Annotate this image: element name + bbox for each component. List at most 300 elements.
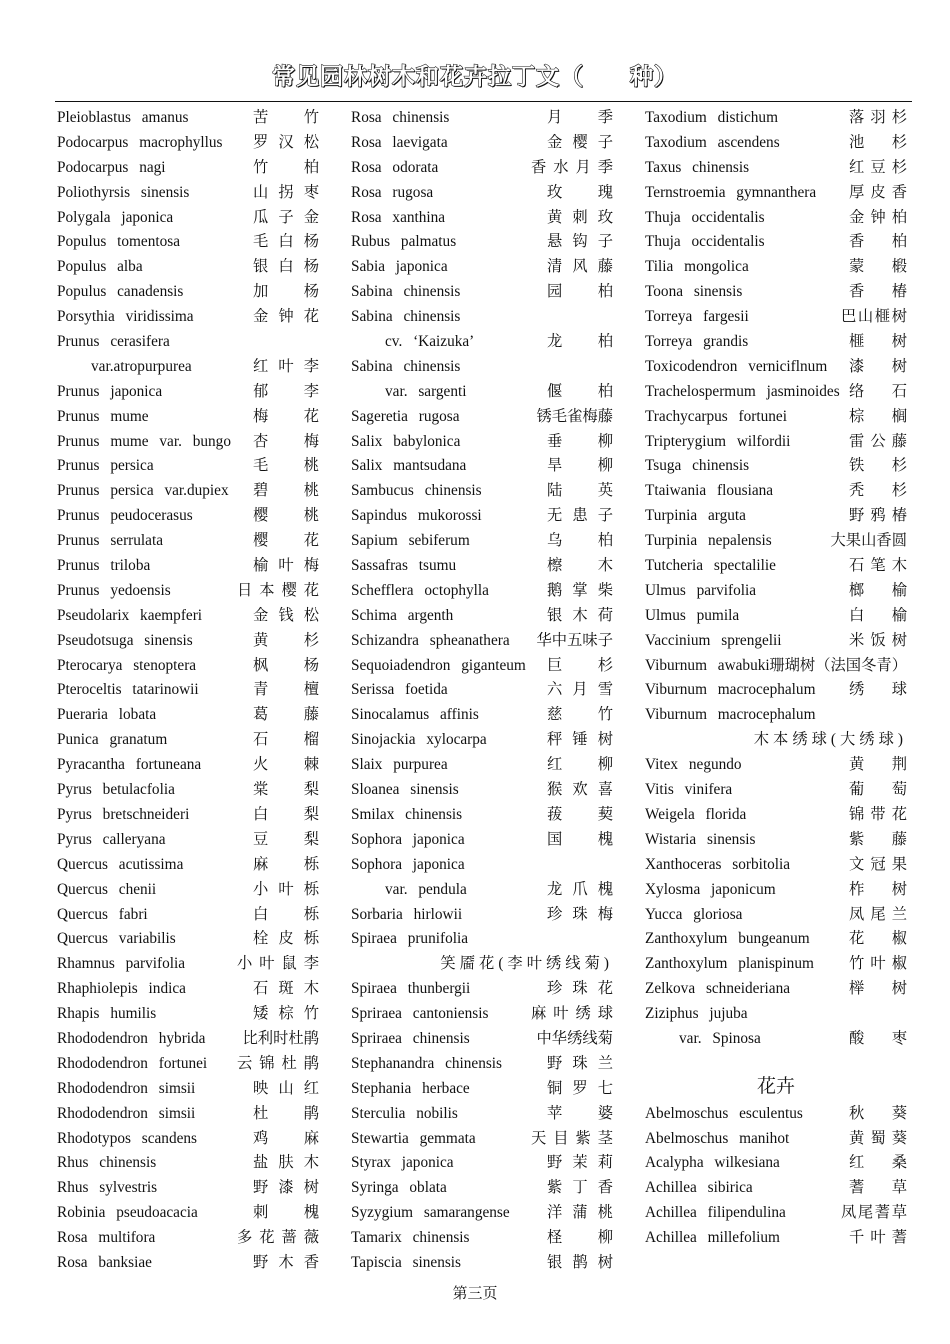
species-row [57,1201,319,1226]
latin-name: Spiraea thunbergii [351,980,471,998]
species-row [645,405,907,430]
species-row [57,878,319,903]
species-row [57,554,319,579]
species-row [645,1226,907,1251]
latin-name: Quercus fabri [57,905,148,923]
chinese-name: 野鸦椿 [849,507,907,525]
species-row [351,678,613,703]
species-row [57,703,319,728]
species-row [351,927,613,952]
species-row [645,927,907,952]
species-row [57,1027,319,1052]
latin-name: Quercus chenii [57,880,157,898]
latin-name: Achillea millefolium [645,1229,780,1247]
chinese-name: 麻叶绣球 [531,1005,613,1023]
latin-name: Prunus mume [57,407,149,425]
latin-name: Stewartia gemmata [351,1129,476,1147]
chinese-name: 国槐 [547,830,613,848]
species-row [57,206,319,231]
chinese-name: 黄荆 [849,756,907,774]
chinese-name: 毛白杨 [253,233,319,251]
latin-name: Pyrus bretschneideri [57,805,190,823]
latin-name: Stephania herbace [351,1079,470,1097]
species-row [57,604,319,629]
latin-name: Tapiscia sinensis [351,1253,462,1271]
chinese-name: 白榆 [849,606,907,624]
latin-name: Serissa foetida [351,681,448,699]
chinese-name: 漆树 [849,357,907,375]
chinese-name: 白栎 [253,905,319,923]
chinese-name: 龙爪槐 [547,880,613,898]
latin-name: Populus tomentosa [57,233,181,251]
chinese-name: 樱花 [253,532,319,550]
latin-name: Schefflera octophylla [351,581,489,599]
latin-name: Sageretia rugosa [351,407,460,425]
latin-name: Rosa odorata [351,158,439,176]
latin-name: Prunus cerasifera [57,333,170,351]
latin-name: Poliothyrsis sinensis [57,183,190,201]
latin-name: Pyracantha fortuneana [57,756,202,774]
latin-name: Rhus chinensis [57,1154,157,1172]
title-left: 常见园林树木和花卉拉丁文（ [272,64,584,90]
chinese-name: 银木荷 [547,606,613,624]
chinese-name: 金钟柏 [849,208,907,226]
chinese-name: 华中五味子 [536,631,613,649]
species-row [645,903,907,928]
species-row [645,728,907,753]
species-row [57,1002,319,1027]
chinese-name: 鸡麻 [253,1129,319,1147]
latin-name: Prunus mume var. bungo [57,432,231,450]
latin-name: Ulmus pumila [645,606,740,624]
latin-name: Prunus persica [57,457,154,475]
species-row [645,828,907,853]
latin-name: Sophora japonica [351,855,465,873]
species-row [351,629,613,654]
species-row [351,1102,613,1127]
latin-name: Spiraea prunifolia [351,930,469,948]
title-right: 种） [630,64,678,90]
latin-name: Tripterygium wilfordii [645,432,791,450]
latin-name: Podocarpus macrophyllus [57,133,223,151]
latin-name: Spriraea chinensis [351,1029,470,1047]
species-row [351,579,613,604]
latin-name: Pterocarya stenoptera [57,656,197,674]
latin-name: Weigela florida [645,805,747,823]
latin-name: Styrax japonica [351,1154,454,1172]
species-row [57,504,319,529]
latin-name: Prunus triloba [57,557,151,575]
latin-name: Pseudolarix kaempferi [57,606,203,624]
latin-name: Schima argenth [351,606,454,624]
species-row [351,1176,613,1201]
species-row [645,579,907,604]
latin-name: Ttaiwania flousiana [645,482,774,500]
latin-name: Toxicodendron verniciflnum [645,357,828,375]
latin-name: Pyrus calleryana [57,830,166,848]
species-row [645,280,907,305]
species-row [57,903,319,928]
chinese-name: 山拐枣 [253,183,319,201]
species-row [645,181,907,206]
latin-name: Sapindus mukorossi [351,507,482,525]
latin-name: Polygala japonica [57,208,174,226]
chinese-name-long: 木本绣球(大绣球) [753,731,907,749]
species-row [57,1226,319,1251]
species-row [351,405,613,430]
chinese-name: 紫丁香 [547,1179,613,1197]
chinese-name: 秤锤树 [547,731,613,749]
chinese-name: 苹婆 [547,1104,613,1122]
chinese-name: 玫瑰 [547,183,613,201]
species-row [351,280,613,305]
chinese-name: 竹柏 [253,158,319,176]
species-row [57,1102,319,1127]
chinese-name: 云锦杜鹃 [237,1054,319,1072]
species-row [645,380,907,405]
latin-name: Wistaria sinensis [645,830,756,848]
chinese-name: 旱柳 [547,457,613,475]
page-number: 第三页 [452,1286,498,1302]
chinese-name: 偃柏 [547,382,613,400]
species-row [57,430,319,455]
species-row [351,803,613,828]
latin-name: Sambucus chinensis [351,482,482,500]
latin-name: Trachycarpus fortunei [645,407,787,425]
chinese-name: 秃杉 [849,482,907,500]
latin-name: Rhapis humilis [57,1005,157,1023]
chinese-name: 红柳 [547,756,613,774]
chinese-name: 香水月季 [531,158,613,176]
chinese-name: 石榴 [253,731,319,749]
latin-name: Sinocalamus affinis [351,706,479,724]
species-row [645,654,907,679]
species-row [645,529,907,554]
chinese-name: 垂柳 [547,432,613,450]
species-row [645,131,907,156]
latin-name: Robinia pseudoacacia [57,1204,198,1222]
species-row [57,454,319,479]
chinese-name: 竹叶椒 [849,955,907,973]
species-row [351,828,613,853]
chinese-name: 珍珠花 [547,980,613,998]
species-row [645,1201,907,1226]
chinese-name: 锦带花 [849,805,907,823]
chinese-name: 金钱松 [253,606,319,624]
species-row [645,952,907,977]
species-row [57,629,319,654]
chinese-name: 石笔木 [849,557,907,575]
species-row [351,728,613,753]
species-row [645,803,907,828]
latin-name: Zanthoxylum planispinum [645,955,814,973]
chinese-name: 紫藤 [849,830,907,848]
chinese-name: 榉树 [849,980,907,998]
latin-name: Pteroceltis tatarinowii [57,681,199,699]
chinese-name: 白梨 [253,805,319,823]
chinese-name: 巨杉 [547,656,613,674]
species-row [351,1151,613,1176]
latin-name: Quercus acutissima [57,855,184,873]
species-row [57,977,319,1002]
species-row [351,131,613,156]
latin-name: Sabina chinensis [351,308,461,326]
latin-name: Pueraria lobata [57,706,157,724]
latin-name: Punica granatum [57,731,168,749]
latin-name: Tsuga chinensis [645,457,750,475]
chinese-name: 野珠兰 [547,1054,613,1072]
latin-name: Viburnum macrocephalum [645,681,816,699]
chinese-name: 酸枣 [849,1029,907,1047]
column-2 [351,106,613,1276]
chinese-name: 杜鹃 [253,1104,319,1122]
latin-name: Yucca gloriosa [645,905,743,923]
latin-name: Abelmoschus manihot [645,1129,790,1147]
latin-name: Slaix purpurea [351,756,448,774]
chinese-name: 棠梨 [253,781,319,799]
latin-name: Sapium sebiferum [351,532,470,550]
chinese-name: 猴欢喜 [547,781,613,799]
latin-name: Rosa chinensis [351,109,450,126]
chinese-name: 葛藤 [253,706,319,724]
latin-name: Xylosma japonicum [645,880,776,898]
latin-name: Sequoiadendron giganteum [351,656,526,674]
species-row [351,753,613,778]
latin-name: Stephanandra chinensis [351,1054,503,1072]
chinese-name: 石斑木 [253,980,319,998]
latin-name: Prunus yedoensis [57,581,171,599]
chinese-name: 火棘 [253,756,319,774]
species-row [645,430,907,455]
chinese-name: 日本樱花 [237,581,319,599]
species-row [645,206,907,231]
chinese-name: 清风藤 [547,258,613,276]
species-row [351,106,613,131]
species-row [645,305,907,330]
latin-name: Tamarix chinensis [351,1229,470,1247]
chinese-name: 榔榆 [849,581,907,599]
latin-name: Acalypha wilkesiana [645,1154,780,1172]
chinese-name: 秋葵 [849,1104,907,1122]
chinese-name: 杏梅 [253,432,319,450]
latin-name: Sabina chinensis [351,357,461,375]
chinese-name: 天目紫茎 [531,1129,613,1147]
species-row [645,1002,907,1027]
latin-name: Populus canadensis [57,283,184,301]
chinese-name: 香柏 [849,233,907,251]
latin-name: Torreya fargesii [645,308,749,326]
latin-name: var.atropurpurea [91,357,192,375]
species-row [57,579,319,604]
latin-name: Rhodotypos scandens [57,1129,197,1147]
chinese-name: 大果山香圆 [830,532,907,550]
species-row [57,405,319,430]
species-row [351,654,613,679]
latin-name: Rubus palmatus [351,233,457,251]
chinese-name: 加杨 [253,283,319,301]
chinese-name: 悬钩子 [547,233,613,251]
chinese-name: 多花蔷薇 [237,1229,319,1247]
latin-name: Smilax chinensis [351,805,463,823]
species-row [351,504,613,529]
chinese-name: 梅花 [253,407,319,425]
latin-name: Schizandra spheanathera [351,631,510,649]
chinese-name: 麻栎 [253,855,319,873]
chinese-name: 罗汉松 [253,133,319,151]
chinese-name: 慈竹 [547,706,613,724]
latin-name: Rosa laevigata [351,133,448,151]
chinese-name: 葡萄 [849,781,907,799]
chinese-name: 洋蒲桃 [547,1204,613,1222]
chinese-name: 豆梨 [253,830,319,848]
species-row [645,554,907,579]
latin-name: Thuja occidentalis [645,233,765,251]
species-row [351,1027,613,1052]
chinese-name: 榧树 [849,333,907,351]
species-row [351,430,613,455]
species-row [57,728,319,753]
chinese-name: 龙柏 [547,333,613,351]
chinese-name: 月季 [547,109,613,126]
chinese-name: 黄杉 [253,631,319,649]
latin-name: Ziziphus jujuba [645,1005,748,1023]
species-row [57,305,319,330]
species-row [645,106,907,131]
latin-name: Rhamnus parvifolia [57,955,186,973]
species-row [351,206,613,231]
chinese-name: 银白杨 [253,258,319,276]
section-heading: 花卉 [756,1074,795,1097]
latin-name: Prunus persica var.dupiex [57,482,229,500]
chinese-name: 小叶栎 [253,880,319,898]
latin-name: Pleioblastus amanus [57,109,189,126]
chinese-name: 柞树 [849,880,907,898]
species-row [57,255,319,280]
chinese-name: 园柏 [547,283,613,301]
chinese-name: 络石 [849,382,907,400]
species-row [351,604,613,629]
species-row [351,479,613,504]
latin-name: Sophora japonica [351,830,465,848]
chinese-name: 野木香 [253,1253,319,1271]
latin-name: Viburnum macrocephalum [645,706,816,724]
latin-name: cv. ‘Kaizuka’ [385,333,475,351]
species-row [57,952,319,977]
species-row [351,778,613,803]
chinese-name: 雷公藤 [849,432,907,450]
latin-name: Taxodium distichum [645,109,778,126]
latin-name: Sabina chinensis [351,283,461,301]
chinese-name: 檫木 [547,557,613,575]
chinese-name: 文冠果 [849,855,907,873]
species-row [351,554,613,579]
chinese-name: 银鹊树 [547,1253,613,1271]
species-row [351,255,613,280]
latin-name: Zanthoxylum bungeanum [645,930,810,948]
chinese-name: 鹅掌柴 [547,581,613,599]
latin-name: var. pendula [385,880,467,898]
latin-name: Achillea sibirica [645,1179,753,1197]
latin-name: Salix babylonica [351,432,461,450]
species-row [645,604,907,629]
chinese-name: 碧桃 [253,482,319,500]
species-row [351,330,613,355]
latin-name: Prunus serrulata [57,532,163,550]
latin-name: Rhododendron hybrida [57,1029,206,1047]
chinese-name: 铁杉 [849,457,907,475]
chinese-name: 金樱子 [547,133,613,151]
chinese-name: 棕榈 [849,407,907,425]
species-row [57,380,319,405]
latin-name: var. sargenti [385,382,467,400]
title-rule [55,101,912,102]
latin-name: Rhus sylvestris [57,1179,158,1197]
latin-name: Turpinia nepalensis [645,532,772,550]
species-row [57,106,319,131]
chinese-name: 珊瑚树（法国冬青） [769,656,907,674]
latin-name: Sinojackia xylocarpa [351,731,487,749]
chinese-name: 盐肤木 [253,1154,319,1172]
species-row [351,1002,613,1027]
species-row [57,828,319,853]
species-row [57,1251,319,1276]
chinese-name: 六月雪 [547,681,613,699]
latin-name: Ternstroemia gymnanthera [645,183,817,201]
chinese-name: 榆叶梅 [253,557,319,575]
latin-name: Pseudotsuga sinensis [57,631,193,649]
species-row [57,330,319,355]
species-row [351,977,613,1002]
latin-name: Vaccinium sprengelii [645,631,782,649]
latin-name: Sabia japonica [351,258,448,276]
species-row [351,305,613,330]
latin-name: Thuja occidentalis [645,208,765,226]
chinese-name: 金钟花 [253,308,319,326]
species-row [645,1102,907,1127]
species-row [351,156,613,181]
latin-name: Sassafras tsumu [351,557,457,575]
chinese-name: 栓皮栎 [253,930,319,948]
latin-name: Sterculia nobilis [351,1104,458,1122]
species-row [57,1127,319,1152]
latin-name: Vitis vinifera [645,781,733,799]
species-row [645,330,907,355]
species-row [57,181,319,206]
chinese-name: 瓜子金 [253,208,319,226]
latin-name: Rhododendron simsii [57,1079,196,1097]
chinese-name: 厚皮香 [849,183,907,201]
page-title [0,62,950,92]
chinese-name: 池杉 [849,133,907,151]
chinese-name: 苦竹 [253,109,319,126]
species-row [645,255,907,280]
species-row [351,1201,613,1226]
latin-name: Torreya grandis [645,333,749,351]
species-row [57,678,319,703]
species-row [645,977,907,1002]
latin-name: Rosa xanthina [351,208,446,226]
chinese-name: 乌柏 [547,532,613,550]
species-row [351,903,613,928]
species-row [57,1151,319,1176]
chinese-name: 小叶鼠李 [237,955,319,973]
chinese-name: 黄刺玫 [547,208,613,226]
chinese-name: 落羽杉 [849,109,907,126]
species-row [351,355,613,380]
chinese-name: 陆英 [547,482,613,500]
latin-name: Vitex negundo [645,756,742,774]
latin-name: Salix mantsudana [351,457,467,475]
